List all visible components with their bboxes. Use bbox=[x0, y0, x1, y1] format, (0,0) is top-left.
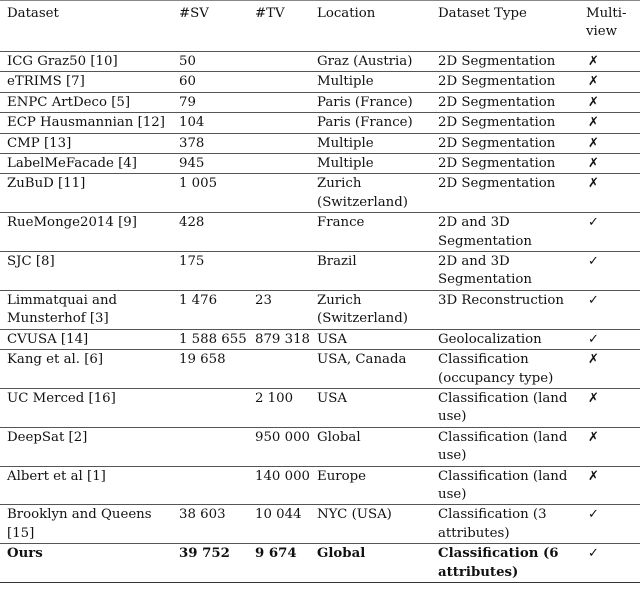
cell-dataset-type: 3D Reconstruction bbox=[431, 290, 579, 329]
cell-multi-view bbox=[579, 154, 640, 174]
header-multi-view: Multi-view bbox=[579, 1, 640, 52]
cell-tv: 950 000 bbox=[248, 427, 310, 466]
cell-dataset-type: 2D and 3D Segmentation bbox=[431, 252, 579, 291]
header-tv: #TV bbox=[248, 1, 310, 52]
cell-multi-view bbox=[579, 466, 640, 505]
cell-location: Global bbox=[310, 544, 431, 583]
header-row bbox=[0, 1, 640, 52]
cell-location: Paris (France) bbox=[310, 92, 431, 112]
cell-location: France bbox=[310, 213, 431, 252]
cell-location: Global bbox=[310, 427, 431, 466]
cell-multi-view bbox=[579, 113, 640, 133]
cell-dataset-type: 2D Segmentation bbox=[431, 174, 579, 213]
cross-icon: ✗ bbox=[588, 135, 599, 151]
cell-dataset: Kang et al. [6] bbox=[0, 350, 172, 389]
cell-location: Zurich (Switzerland) bbox=[310, 290, 431, 329]
cell-tv bbox=[248, 92, 310, 112]
cell-dataset: Brooklyn and Queens [15] bbox=[0, 505, 172, 544]
cell-location: Brazil bbox=[310, 252, 431, 291]
cell-sv: 38 603 bbox=[172, 505, 248, 544]
cell-dataset: ECP Hausmannian [12] bbox=[0, 113, 172, 133]
cell-tv: 2 100 bbox=[248, 388, 310, 427]
cell-multi-view bbox=[579, 213, 640, 252]
cell-location: USA bbox=[310, 388, 431, 427]
cell-multi-view bbox=[579, 350, 640, 389]
cell-dataset: CVUSA [14] bbox=[0, 329, 172, 349]
cell-multi-view bbox=[579, 252, 640, 291]
cell-location: Europe bbox=[310, 466, 431, 505]
cell-multi-view bbox=[579, 174, 640, 213]
table-row bbox=[0, 213, 640, 252]
table-row bbox=[0, 252, 640, 291]
table-row-ours bbox=[0, 544, 640, 583]
header-dataset-type: Dataset Type bbox=[431, 1, 579, 52]
cell-dataset-type: 2D Segmentation bbox=[431, 72, 579, 92]
cell-dataset: eTRIMS [7] bbox=[0, 72, 172, 92]
cell-tv bbox=[248, 52, 310, 72]
cell-tv: 9 674 bbox=[248, 544, 310, 583]
table-row bbox=[0, 388, 640, 427]
cell-multi-view bbox=[579, 92, 640, 112]
check-icon: ✓ bbox=[588, 546, 599, 562]
cell-location: Zurich (Switzerland) bbox=[310, 174, 431, 213]
cell-location: USA bbox=[310, 329, 431, 349]
table-row bbox=[0, 350, 640, 389]
cell-location: NYC (USA) bbox=[310, 505, 431, 544]
cell-dataset: ENPC ArtDeco [5] bbox=[0, 92, 172, 112]
cell-tv bbox=[248, 252, 310, 291]
cell-tv bbox=[248, 154, 310, 174]
cell-dataset-type: 2D Segmentation bbox=[431, 92, 579, 112]
cell-dataset: Limmatquai and Munsterhof [3] bbox=[0, 290, 172, 329]
cross-icon: ✗ bbox=[588, 74, 599, 90]
cell-tv bbox=[248, 72, 310, 92]
cell-dataset-type: 2D Segmentation bbox=[431, 154, 579, 174]
cell-location: Multiple bbox=[310, 154, 431, 174]
cell-dataset-type: Geolocalization bbox=[431, 329, 579, 349]
check-icon: ✓ bbox=[588, 254, 599, 270]
cell-location: USA, Canada bbox=[310, 350, 431, 389]
cell-sv: 1 588 655 bbox=[172, 329, 248, 349]
check-icon: ✓ bbox=[588, 215, 599, 231]
cell-sv: 945 bbox=[172, 154, 248, 174]
cell-dataset-type: 2D Segmentation bbox=[431, 52, 579, 72]
table-row bbox=[0, 92, 640, 112]
cell-dataset-type: Classification (land use) bbox=[431, 427, 579, 466]
cell-sv: 1 476 bbox=[172, 290, 248, 329]
cross-icon: ✗ bbox=[588, 115, 599, 131]
cell-tv: 10 044 bbox=[248, 505, 310, 544]
table-row bbox=[0, 113, 640, 133]
cell-sv bbox=[172, 388, 248, 427]
cell-dataset: Albert et al [1] bbox=[0, 466, 172, 505]
cell-dataset-type: 2D and 3D Segmentation bbox=[431, 213, 579, 252]
cell-multi-view bbox=[579, 329, 640, 349]
cell-dataset: UC Merced [16] bbox=[0, 388, 172, 427]
cross-icon: ✗ bbox=[588, 156, 599, 172]
table-row bbox=[0, 505, 640, 544]
cell-dataset-type: Classification (3 attributes) bbox=[431, 505, 579, 544]
cell-sv: 50 bbox=[172, 52, 248, 72]
cell-location: Paris (France) bbox=[310, 113, 431, 133]
cell-tv bbox=[248, 350, 310, 389]
table-row bbox=[0, 154, 640, 174]
cell-tv: 23 bbox=[248, 290, 310, 329]
cell-multi-view bbox=[579, 72, 640, 92]
cell-sv: 79 bbox=[172, 92, 248, 112]
table-row bbox=[0, 133, 640, 153]
cell-sv: 428 bbox=[172, 213, 248, 252]
cell-dataset: CMP [13] bbox=[0, 133, 172, 153]
cell-dataset: ZuBuD [11] bbox=[0, 174, 172, 213]
cross-icon: ✗ bbox=[588, 468, 599, 484]
cell-dataset: Ours bbox=[0, 544, 172, 583]
cell-location: Graz (Austria) bbox=[310, 52, 431, 72]
cell-dataset: DeepSat [2] bbox=[0, 427, 172, 466]
cell-dataset-type: Classification (land use) bbox=[431, 466, 579, 505]
table-row bbox=[0, 290, 640, 329]
cell-sv: 19 658 bbox=[172, 350, 248, 389]
cell-tv bbox=[248, 213, 310, 252]
check-icon: ✓ bbox=[588, 292, 599, 308]
cell-dataset: ICG Graz50 [10] bbox=[0, 52, 172, 72]
cell-tv: 879 318 bbox=[248, 329, 310, 349]
cell-sv: 1 005 bbox=[172, 174, 248, 213]
cell-dataset: LabelMeFacade [4] bbox=[0, 154, 172, 174]
cross-icon: ✗ bbox=[588, 94, 599, 110]
header-location: Location bbox=[310, 1, 431, 52]
cell-dataset-type: 2D Segmentation bbox=[431, 113, 579, 133]
cell-multi-view bbox=[579, 388, 640, 427]
cell-sv: 104 bbox=[172, 113, 248, 133]
cell-multi-view bbox=[579, 52, 640, 72]
cell-location: Multiple bbox=[310, 72, 431, 92]
cell-dataset: RueMonge2014 [9] bbox=[0, 213, 172, 252]
cell-dataset: SJC [8] bbox=[0, 252, 172, 291]
cell-sv bbox=[172, 466, 248, 505]
cell-dataset-type: Classification (land use) bbox=[431, 388, 579, 427]
cell-multi-view bbox=[579, 427, 640, 466]
cell-tv bbox=[248, 133, 310, 153]
cell-multi-view bbox=[579, 133, 640, 153]
cross-icon: ✗ bbox=[588, 352, 599, 368]
cell-sv: 39 752 bbox=[172, 544, 248, 583]
cross-icon: ✗ bbox=[588, 390, 599, 406]
cell-sv: 175 bbox=[172, 252, 248, 291]
cell-dataset-type: Classification (occupancy type) bbox=[431, 350, 579, 389]
check-icon: ✓ bbox=[588, 507, 599, 523]
cell-location: Multiple bbox=[310, 133, 431, 153]
table-row bbox=[0, 72, 640, 92]
cell-tv bbox=[248, 113, 310, 133]
table-row bbox=[0, 329, 640, 349]
cell-dataset-type: 2D Segmentation bbox=[431, 133, 579, 153]
cell-multi-view bbox=[579, 290, 640, 329]
table-row bbox=[0, 466, 640, 505]
cell-multi-view bbox=[579, 505, 640, 544]
table-row bbox=[0, 174, 640, 213]
cell-sv: 378 bbox=[172, 133, 248, 153]
cell-sv: 60 bbox=[172, 72, 248, 92]
header-dataset: Dataset bbox=[0, 1, 172, 52]
cross-icon: ✗ bbox=[588, 54, 599, 69]
header-sv: #SV bbox=[172, 1, 248, 52]
cell-multi-view bbox=[579, 544, 640, 583]
cell-sv bbox=[172, 427, 248, 466]
table-row bbox=[0, 52, 640, 72]
cross-icon: ✗ bbox=[588, 176, 599, 192]
cell-dataset-type: Classification (6 attributes) bbox=[431, 544, 579, 583]
table-row bbox=[0, 427, 640, 466]
cell-tv bbox=[248, 174, 310, 213]
check-icon: ✓ bbox=[588, 331, 599, 347]
cross-icon: ✗ bbox=[588, 429, 599, 445]
cell-tv: 140 000 bbox=[248, 466, 310, 505]
